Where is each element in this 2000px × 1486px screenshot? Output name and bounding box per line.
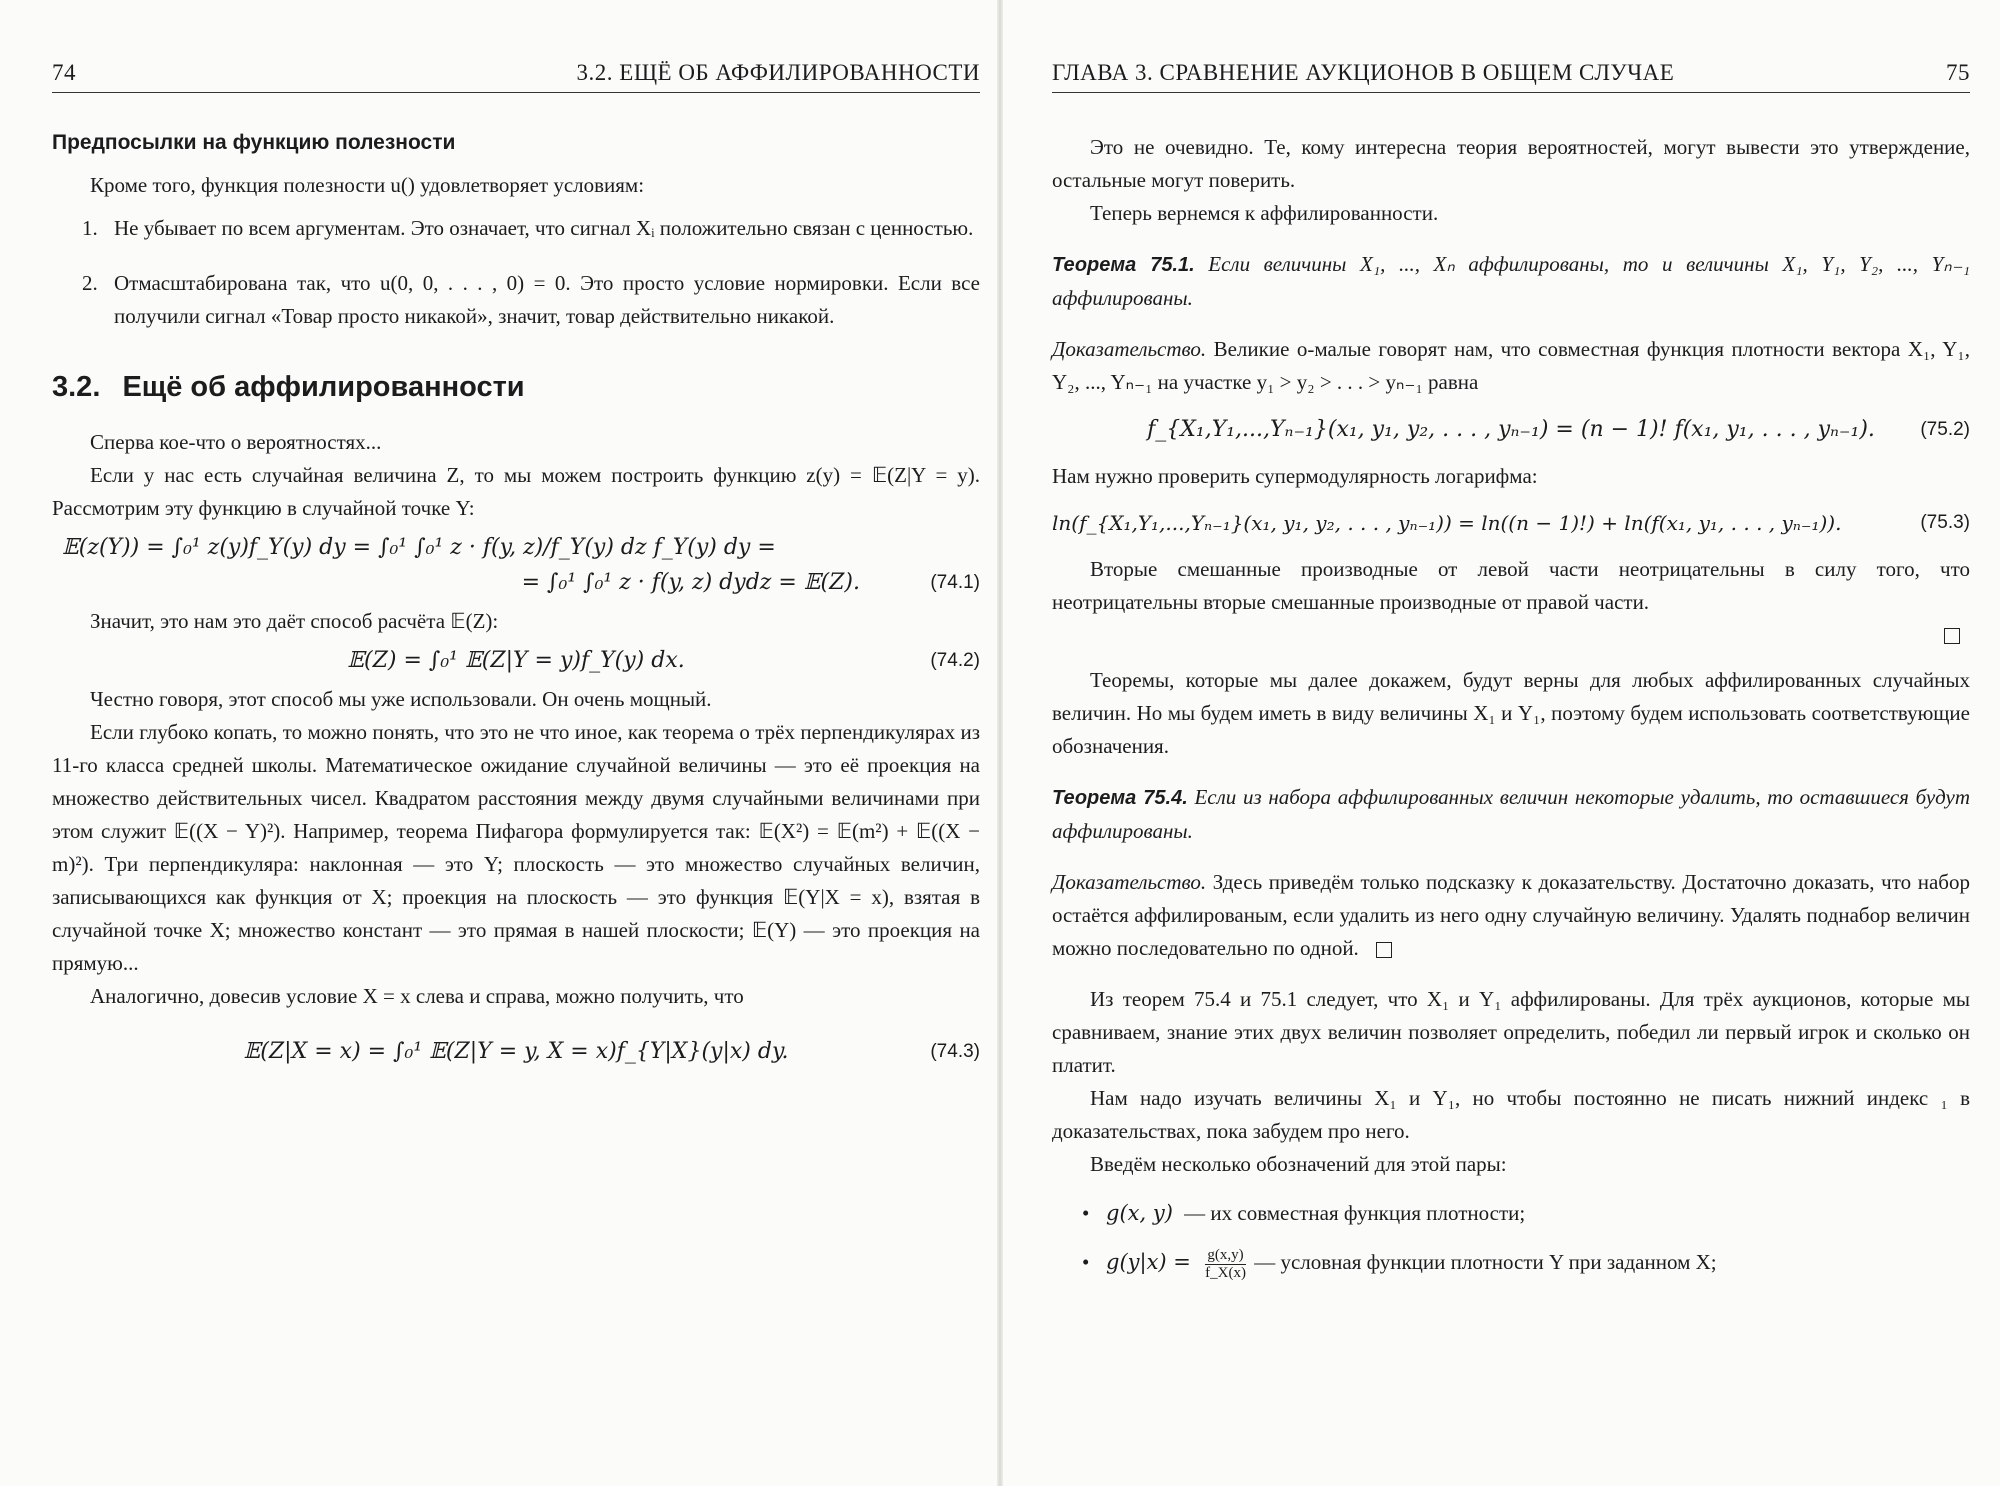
proof-75-1 <box>1052 333 1970 399</box>
paragraph: Нам надо изучать величины X₁ и Y₁, но чтобы постоянно не писать нижний индекс ₁ в доказательствах, пока забудем про него. <box>1052 1086 1970 1143</box>
theorem-label: Теорема 75.1. <box>1052 254 1195 276</box>
bullet-formula: g(y|x) = <box>1106 1250 1191 1274</box>
fraction-denominator: f_X(x) <box>1205 1264 1246 1281</box>
right-running-head <box>1052 60 1970 93</box>
equation-74-3 <box>52 1039 980 1064</box>
equation-text: 𝔼(Z|X = x) = ∫₀¹ 𝔼(Z|Y = y, X = x)f_{Y|X}(y|x) dy. <box>243 1039 789 1064</box>
bullet-item <box>1082 1197 1970 1230</box>
left-page-number: 74 <box>52 60 76 85</box>
left-running-title: 3.2. ЕЩЁ ОБ АФФИЛИРОВАННОСТИ <box>576 60 980 85</box>
equation-75-3 <box>1052 511 1970 535</box>
theorem-75-4 <box>1052 781 1970 848</box>
equation-number: (74.1) <box>930 571 980 593</box>
condition-marker: 2. <box>82 271 98 295</box>
equation-text: = ∫₀¹ ∫₀¹ z · f(y, z) dydz = 𝔼(Z). <box>521 570 860 595</box>
right-page <box>1000 0 2000 1486</box>
paragraph: Из теорем 75.4 и 75.1 следует, что X₁ и Y₁ аффилированы. Для трёх аукционов, которые мы сравниваем, знание этих двух величин позволяет определить, победил ли первый игрок и сколько он платит. <box>1052 987 1970 1077</box>
paragraph: Нам нужно проверить супермодулярность логарифма: <box>1052 464 1538 488</box>
condition-item <box>52 267 980 333</box>
fraction-numerator: g(x,y) <box>1205 1247 1246 1265</box>
paragraph: Введём несколько обозначений для этой пары: <box>1090 1152 1507 1176</box>
utility-intro: Кроме того, функция полезности u() удовлетворяет условиям: <box>90 173 645 197</box>
bullet-text: — условная функции плотности Y при заданном X; <box>1254 1250 1717 1274</box>
equation-74-1-line2 <box>52 570 980 595</box>
condition-text: Отмасштабирована так, что u(0, 0, . . . , 0) = 0. Это просто условие нормировки. Если все получили сигнал «Товар просто никакой», значит, товар действительно никакой. <box>114 271 980 328</box>
proof-body: Великие о-малые говорят нам, что совместная функция плотности вектора X₁, Y₁, Y₂, ..., Yₙ₋₁ на участке y₁ > y₂ > . . . > yₙ₋₁ равна <box>1052 337 1971 394</box>
section-heading <box>52 371 980 404</box>
equation-number: (75.2) <box>1920 418 1970 440</box>
bullet-text: — их совместная функция плотности; <box>1184 1201 1526 1225</box>
bullet-dot-icon: • <box>1082 1250 1090 1274</box>
section-title: Ещё об аффилированности <box>122 371 525 403</box>
equation-text: ln(f_{X₁,Y₁,...,Yₙ₋₁}(x₁, y₁, y₂, . . . , yₙ₋₁)) = ln((n − 1)!) + ln(f(x₁, y₁, . . . , yₙ₋₁)). <box>1052 511 1842 535</box>
fraction <box>1205 1247 1246 1282</box>
utility-heading: Предпосылки на функцию полезности <box>52 131 456 154</box>
theorem-body: Если из набора аффилированных величин некоторые удалить, то оставшиеся будут аффилированы. <box>1052 785 1970 843</box>
theorem-body: Если величины X₁, ..., Xₙ аффилированы, то и величины X₁, Y₁, Y₂, ..., Yₙ₋₁ аффилированы. <box>1052 252 1971 310</box>
equation-number: (74.2) <box>930 649 980 671</box>
paragraph: Вторые смешанные производные от левой части неотрицательны в силу того, что неотрицательны вторые смешанные производные от правой части. <box>1052 557 1970 614</box>
qed-square-icon <box>1944 628 1960 644</box>
proof-label: Доказательство. <box>1052 337 1207 361</box>
paragraph: Если глубоко копать, то можно понять, что это не что иное, как теорема о трёх перпендикулярах из 11-го класса средней школы. Математическое ожидание случайной величины — это её проекция на множество действительных чисел. Квадратом расстояния между двумя случайными величинами при этом служит 𝔼((X − Y)²). Например, теорема Пифагора формулируется так: 𝔼(X²) = 𝔼(m²) + 𝔼((X − m)²). Три перпендикуляра: наклонная — это Y; плоскость — это множество случайных величин, записывающихся как функция от X; проекция на плоскость — это функция 𝔼(Y|X = x), взятая в случайной точке X; множество констант — это прямая в нашей плоскости; 𝔼(Y) — это проекция на прямую... <box>52 720 980 975</box>
equation-text: 𝔼(Z) = ∫₀¹ 𝔼(Z|Y = y)f_Y(y) dx. <box>347 648 685 673</box>
right-page-number: 75 <box>1946 60 1970 85</box>
paragraph: Теоремы, которые мы далее докажем, будут верны для любых аффилированных случайных величин. Но мы будем иметь в виду величины X₁ и Y₁, поэтому будем использовать соответствующие обозначения. <box>1052 668 1970 758</box>
equation-75-2 <box>1052 417 1970 442</box>
paragraph: Сперва кое-что о вероятностях... <box>90 430 382 454</box>
left-running-head <box>52 60 980 93</box>
condition-marker: 1. <box>82 216 98 240</box>
bullet-item <box>1082 1246 1970 1282</box>
bullet-formula: g(x, y) <box>1106 1201 1173 1225</box>
equation-number: (74.3) <box>930 1040 980 1062</box>
proof-label: Доказательство. <box>1052 870 1207 894</box>
condition-text: Не убывает по всем аргументам. Это означает, что сигнал Xᵢ положительно связан с ценностью. <box>114 216 974 240</box>
theorem-label: Теорема 75.4. <box>1052 787 1188 809</box>
proof-75-4 <box>1052 866 1970 965</box>
paragraph: Это не очевидно. Те, кому интересна теория вероятностей, могут вывести это утверждение, остальные могут поверить. <box>1052 135 1970 192</box>
equation-74-2 <box>52 648 980 673</box>
equation-number: (75.3) <box>1920 512 1970 533</box>
right-running-title: ГЛАВА 3. СРАВНЕНИЕ АУКЦИОНОВ В ОБЩЕМ СЛУЧАЕ <box>1052 60 1675 85</box>
equation-text: f_{X₁,Y₁,...,Yₙ₋₁}(x₁, y₁, y₂, . . . , yₙ₋₁) = (n − 1)! f(x₁, y₁, . . . , yₙ₋₁). <box>1147 417 1875 442</box>
section-number: 3.2. <box>52 371 101 403</box>
equation-text: 𝔼(z(Y)) = ∫₀¹ z(y)f_Y(y) dy = ∫₀¹ ∫₀¹ z · f(y, z)/f_Y(y) dz f_Y(y) dy = <box>62 535 776 560</box>
bullet-dot-icon: • <box>1082 1201 1090 1225</box>
equation-74-1-line1 <box>52 535 980 560</box>
paragraph: Если у нас есть случайная величина Z, то мы можем построить функцию z(y) = 𝔼(Z|Y = y). Рассмотрим эту функцию в случайной точке Y: <box>52 463 980 520</box>
paragraph: Значит, это нам это даёт способ расчёта 𝔼(Z): <box>90 609 499 633</box>
condition-item <box>52 212 980 245</box>
theorem-75-1 <box>1052 248 1970 315</box>
proof-body: Здесь приведём только подсказку к доказательству. Достаточно доказать, что набор остаётся аффилированым, если удалить из него одну случайную величину. Удалять поднабор величин можно последовательно по одной. <box>1052 870 1970 960</box>
paragraph: Аналогично, довесив условие X = x слева и справа, можно получить, что <box>90 984 744 1008</box>
paragraph: Честно говоря, этот способ мы уже использовали. Он очень мощный. <box>90 687 712 711</box>
paragraph: Теперь вернемся к аффилированности. <box>1090 201 1439 225</box>
qed-square-icon <box>1376 942 1392 958</box>
